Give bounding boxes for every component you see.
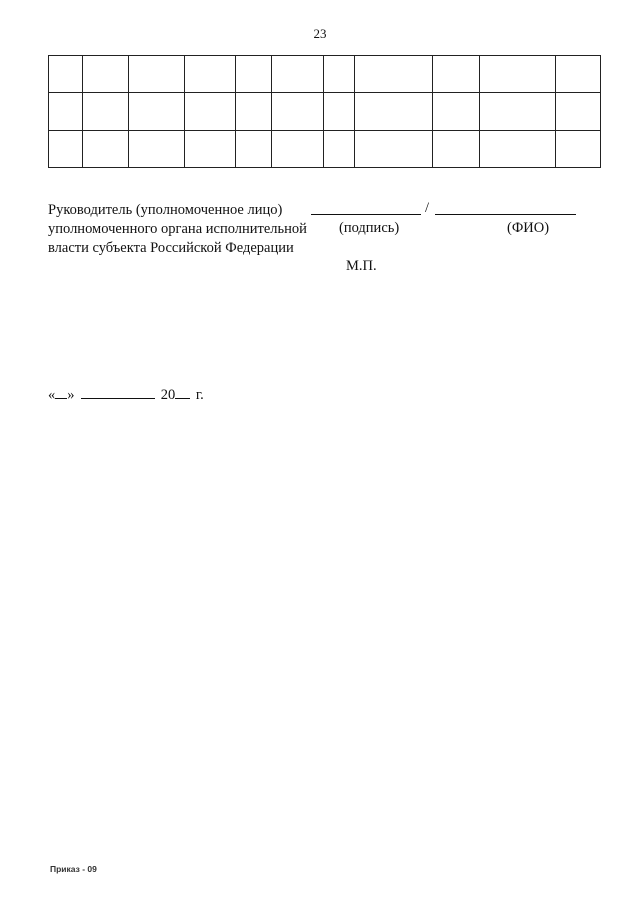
- table-cell: [556, 93, 601, 130]
- table-row: [49, 130, 601, 167]
- table-cell: [83, 56, 129, 93]
- table-cell: [556, 130, 601, 167]
- date-close-quote: »: [67, 387, 75, 403]
- table-cell: [480, 93, 556, 130]
- date-line: [48, 384, 204, 404]
- table-cell: [433, 56, 480, 93]
- table-row: [49, 56, 601, 93]
- table-cell: [480, 56, 556, 93]
- table-cell: [236, 56, 272, 93]
- table-cell: [355, 130, 433, 167]
- signatory-title-line: Руководитель (уполномоченное лицо): [48, 202, 283, 218]
- table-cell: [185, 93, 236, 130]
- table-cell: [236, 130, 272, 167]
- table-cell: [185, 56, 236, 93]
- signature-separator: /: [425, 200, 430, 216]
- signatory-title-line: власти субъекта Российской Федерации: [48, 240, 294, 256]
- table-cell: [355, 56, 433, 93]
- table-cell: [129, 93, 185, 130]
- seal-placeholder: М.П.: [346, 258, 377, 274]
- table-cell: [83, 130, 129, 167]
- table-cell: [272, 56, 324, 93]
- table-cell: [324, 130, 355, 167]
- table-cell: [433, 93, 480, 130]
- table-cell: [49, 93, 83, 130]
- table-cell: [185, 130, 236, 167]
- month-field[interactable]: [81, 384, 155, 399]
- table-cell: [49, 56, 83, 93]
- table-cell: [480, 130, 556, 167]
- table-cell: [355, 93, 433, 130]
- full-name-caption: (ФИО): [507, 220, 550, 236]
- signature-field[interactable]: [311, 200, 421, 215]
- table-cell: [272, 93, 324, 130]
- signatory-title-line: уполномоченного органа исполнительной: [48, 221, 307, 237]
- table-cell: [129, 130, 185, 167]
- day-field[interactable]: [55, 384, 67, 399]
- full-name-field[interactable]: [435, 200, 576, 215]
- table-cell: [83, 93, 129, 130]
- table-row: [49, 93, 601, 130]
- table-cell: [49, 130, 83, 167]
- table-cell: [129, 56, 185, 93]
- table-cell: [236, 93, 272, 130]
- table-cell: [433, 130, 480, 167]
- table-cell: [272, 130, 324, 167]
- signatory-title: [48, 201, 307, 258]
- table-cell: [324, 93, 355, 130]
- year-suffix: г.: [195, 387, 204, 403]
- empty-data-table: [48, 55, 601, 168]
- table-cell: [556, 56, 601, 93]
- year-prefix: 20: [160, 387, 176, 403]
- date-open-quote: «: [48, 387, 56, 403]
- page-number: 23: [313, 26, 327, 41]
- signature-caption: (подпись): [339, 220, 400, 236]
- table-cell: [324, 56, 355, 93]
- year-field[interactable]: [175, 384, 190, 399]
- footer-mark: Приказ - 09: [50, 864, 97, 874]
